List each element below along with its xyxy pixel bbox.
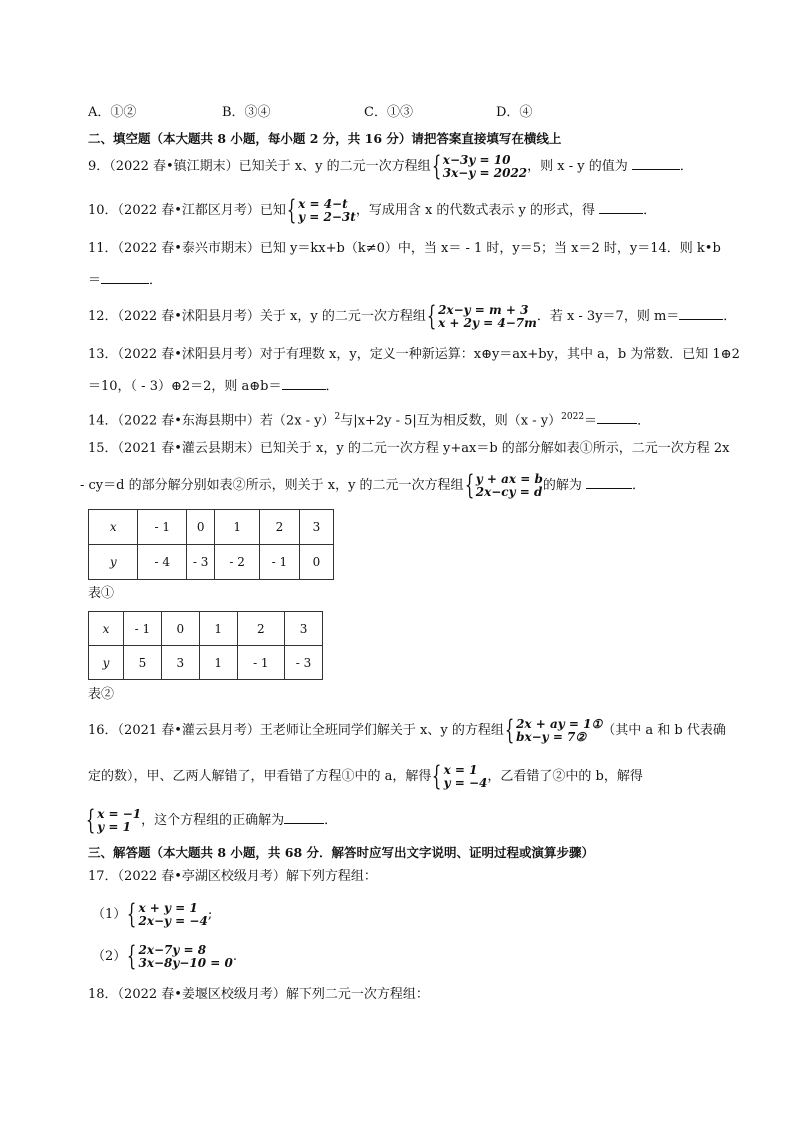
q17-p2-eq1: 2x−7y = 8	[138, 942, 207, 957]
table-cell: 3	[285, 612, 323, 646]
choice-d: D．④	[496, 105, 533, 120]
question-11-line1: 11．（2022 春•泰兴市期末）已知 y＝kx+b（k≠0）中，当 x＝ - 1 时，y＝5；当 x＝2 时，y＝14．则 k•b	[88, 241, 721, 256]
table-2-caption: 表②	[88, 687, 115, 702]
table-cell: 5	[123, 646, 161, 680]
question-17-part1: （1）{ x + y = 1 2x−y = −4;	[92, 899, 213, 930]
q14-answer-blank	[597, 411, 637, 424]
table-cell: 3	[161, 646, 199, 680]
question-10: 10．（2022 春•江都区月考）已知{ x = 4−t y = 2−3t，写成用含 x 的代数式表示 y 的形式，得 ．	[88, 195, 657, 226]
table-1-row-y	[89, 545, 334, 580]
table-cell: 0	[187, 510, 215, 545]
table-cell: 1	[199, 646, 237, 680]
choice-a: A．①②	[88, 105, 137, 120]
table-1	[88, 509, 334, 580]
q10-tail: ，写成用含 x 的代数式表示 y 的形式，得	[355, 203, 596, 218]
question-15-line1: 15．（2021 春•灌云县期末）已知关于 x，y 的二元一次方程 y+ax＝b 的部分解如表①所示，二元一次方程 2x	[88, 441, 730, 456]
q10-eq2: y = 2−3t	[298, 209, 356, 224]
table-cell: 0	[161, 612, 199, 646]
q16-s4: y = 1	[97, 819, 131, 834]
q11-line2-pre: ＝	[88, 273, 102, 288]
q9-eq1: x−3y = 10	[442, 152, 511, 167]
q17-p1-label: （1）	[92, 907, 127, 922]
table-cell: 0	[299, 545, 333, 580]
table-cell: - 2	[215, 545, 260, 580]
table-cell: 3	[299, 510, 333, 545]
table-cell: - 4	[138, 545, 187, 580]
question-11-line2: ＝ ．	[88, 273, 163, 288]
table-cell: - 3	[187, 545, 215, 580]
q16-s2: y = −4	[443, 775, 488, 790]
q16-line1-tail: （其中 a 和 b 代表确	[602, 723, 726, 738]
q17-p1-tail: ;	[207, 907, 213, 922]
table-cell: - 1	[123, 612, 161, 646]
q16-line2-tail: ，乙看错了②中的 b，解得	[487, 769, 643, 784]
q9-text: 9．（2022 春•镇江期末）已知关于 x、y 的二元一次方程组	[88, 159, 431, 174]
q12-tail: ．若 x - 3y＝7，则 m＝	[536, 309, 680, 324]
q14-text: 14．（2022 春•东海县期中）若（2x - y）	[88, 413, 335, 429]
question-16-line1: 16．（2021 春•灌云县月考）王老师让全班同学们解关于 x、y 的方程组{ 2x + ay = 1① bx−y = 7② （其中 a 和 b 代表确	[88, 715, 726, 746]
q17-p1-eq1: x + y = 1	[138, 900, 198, 915]
table-cell: - 1	[237, 646, 285, 680]
q9-eq2: 3x−y = 2022	[442, 165, 528, 180]
table-cell: x	[89, 612, 124, 646]
q11-answer-blank	[101, 271, 149, 284]
table-cell: 1	[215, 510, 260, 545]
q9-answer-blank	[632, 157, 680, 170]
section3-title: 三、解答题（本大题共 8 小题，共 68 分．解答时应写出文字说明、证明过程或演算步骤）	[88, 845, 595, 860]
question-18: 18．（2022 春•姜堰区校级月考）解下列二元一次方程组：	[88, 987, 429, 1002]
q10-answer-blank	[599, 201, 643, 214]
q17-p2-eq2: 3x−8y−10 = 0	[138, 955, 233, 970]
table-1-row-x	[89, 510, 334, 545]
table-cell: - 1	[260, 545, 300, 580]
question-13-line1: 13．（2022 春•沭阳县月考）对于有理数 x，y，定义一种新运算：x⊕y＝ax+by，其中 a，b 为常数．已知 1⊕2	[88, 347, 740, 362]
q16-s1: x = 1	[443, 762, 478, 777]
q12-eq2: x + 2y = 4−7m	[438, 315, 537, 330]
table-1-caption: 表①	[88, 586, 115, 601]
q17-p1-eq2: 2x−y = −4	[138, 913, 208, 928]
question-16-line3: { x = −1 y = 1 ，这个方程组的正确解为 ．	[85, 805, 338, 836]
table-cell: y	[89, 545, 138, 580]
q13-line2: ＝10，（ - 3）⊕2＝2，则 a⊕b＝	[88, 379, 282, 394]
question-17-part2: （2）{ 2x−7y = 8 3x−8y−10 = 0.	[92, 941, 238, 972]
table-2-row-y	[89, 646, 323, 680]
q9-tail: ，则 x - y 的值为	[527, 159, 628, 174]
q14-tail: ＝	[584, 413, 598, 429]
q16-s3: x = −1	[97, 806, 142, 821]
question-13-line2: ＝10，（ - 3）⊕2＝2，则 a⊕b＝ ．	[88, 379, 339, 394]
q17-p2-label: （2）	[92, 949, 127, 964]
table-cell: 2	[260, 510, 300, 545]
q16-eq2: bx−y = 7②	[516, 729, 587, 744]
q15-line2: - cy＝d 的部分解分别如表②所示，则关于 x，y 的二元一次方程组	[80, 478, 464, 493]
q15-eq1: y + ax = b	[475, 471, 543, 486]
q10-eq1: x = 4−t	[298, 196, 348, 211]
q12-answer-blank	[679, 307, 723, 320]
table-cell: y	[89, 646, 124, 680]
table-2-row-x	[89, 612, 323, 646]
q13-answer-blank	[282, 377, 326, 390]
table-cell: - 1	[138, 510, 187, 545]
q12-text: 12．（2022 春•沭阳县月考）关于 x，y 的二元一次方程组	[88, 309, 426, 324]
q14-exponent: 2022	[561, 412, 585, 422]
q16-answer-blank	[284, 811, 324, 824]
question-16-line2: 定的数），甲、乙两人解错了，甲看错了方程①中的 a，解得{ x = 1 y = −4，乙看错了②中的 b，解得	[88, 761, 643, 792]
question-15-line2: - cy＝d 的部分解分别如表②所示，则关于 x，y 的二元一次方程组{ y + ax = b 2x−cy = d的解为 ．	[80, 470, 646, 501]
table-cell: - 3	[285, 646, 323, 680]
q10-text: 10．（2022 春•江都区月考）已知	[88, 203, 286, 218]
question-12: 12．（2022 春•沭阳县月考）关于 x，y 的二元一次方程组{ 2x−y = m + 3 x + 2y = 4−7m．若 x - 3y＝7，则 m＝ ．	[88, 301, 737, 332]
q17-p2-tail: .	[232, 949, 238, 964]
q14-mid: 与|x+2y - 5|互为相反数，则（x - y）	[340, 413, 562, 429]
table-cell: 2	[237, 612, 285, 646]
q15-answer-blank	[586, 476, 632, 489]
q16-eq1: 2x + ay = 1①	[516, 716, 603, 731]
q12-eq1: 2x−y = m + 3	[438, 302, 529, 317]
question-9: 9．（2022 春•镇江期末）已知关于 x、y 的二元一次方程组{ x−3y = 10 3x−y = 2022，则 x - y 的值为 ．	[88, 151, 693, 182]
q15-eq2: 2x−cy = d	[475, 484, 543, 499]
q16-line2-pre: 定的数），甲、乙两人解错了，甲看错了方程①中的 a，解得	[88, 769, 432, 784]
q16-line1: 16．（2021 春•灌云县月考）王老师让全班同学们解关于 x、y 的方程组	[88, 723, 504, 738]
table-cell: 1	[199, 612, 237, 646]
choice-b: B．③④	[222, 105, 271, 120]
question-14: 14．（2022 春•东海县期中）若（2x - y）$^2$与|x+2y - 5|互为相反数，则（x - y）$^{2022}$＝ ．	[88, 412, 651, 429]
q14-square: 2	[334, 412, 341, 422]
table-cell: x	[89, 510, 138, 545]
table-2	[88, 611, 323, 680]
q16-line3-tail: ，这个方程组的正确解为	[141, 813, 285, 828]
q15-tail: 的解为	[542, 478, 582, 493]
question-17: 17．（2022 春•亭湖区校级月考）解下列方程组：	[88, 869, 377, 884]
section2-title: 二、填空题（本大题共 8 小题，每小题 2 分，共 16 分）请把答案直接填写在横线上	[88, 131, 562, 146]
choice-c: C．①③	[364, 105, 413, 120]
